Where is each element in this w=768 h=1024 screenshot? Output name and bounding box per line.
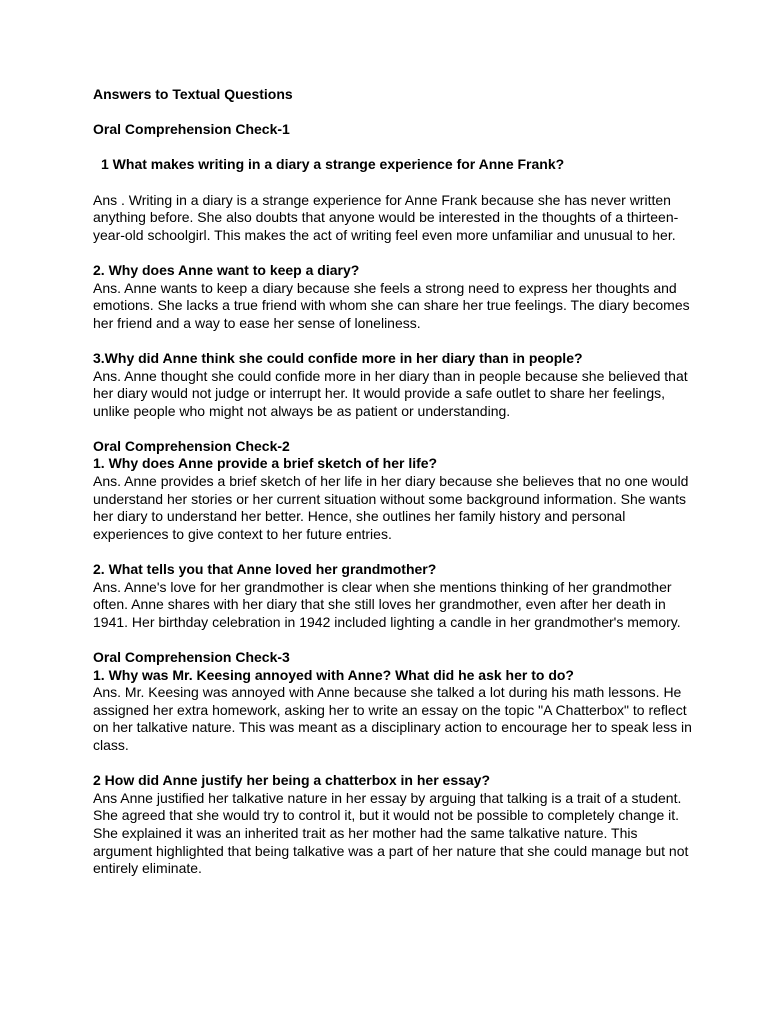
- spacer: [93, 139, 693, 157]
- section-heading-check-2: Oral Comprehension Check-2: [93, 437, 290, 454]
- spacer: [93, 543, 693, 561]
- question-1-1: 1 What makes writing in a diary a strange experience for Anne Frank?: [101, 156, 565, 173]
- question-2-2: 2. What tells you that Anne loved her grandmother?: [93, 561, 437, 578]
- question-2-1: 1. Why does Anne provide a brief sketch of her life?: [93, 455, 438, 472]
- spacer: [93, 755, 693, 773]
- spacer: [93, 332, 693, 350]
- answer-2-2: Ans. Anne's love for her grandmother is clear when she mentions thinking of her grandmother often. Anne shares with her diary that she still loves her grandmother, even after her death in 1941. Her birthday celebration in 1942 included lighting a candle in her grandmother's memory.: [93, 578, 681, 630]
- document-title: Answers to Textual Questions: [93, 86, 293, 102]
- section-heading-check-1: Oral Comprehension Check-1: [93, 121, 290, 138]
- answer-3-1: Ans. Mr. Keesing was annoyed with Anne because she talked a lot during his math lessons. He assigned her extra homework, asking her to write an essay on the topic "A Chatterbox" to reflect on her talkative nature. This was meant as a disciplinary action to encourage her to speak less in class.: [93, 684, 696, 753]
- section-heading-check-3: Oral Comprehension Check-3: [93, 649, 290, 665]
- spacer: [93, 104, 693, 122]
- question-3-2: 2 How did Anne justify her being a chatterbox in her essay?: [93, 772, 491, 789]
- question-1-2: 2. Why does Anne want to keep a diary?: [93, 261, 360, 278]
- spacer: [93, 174, 693, 192]
- answer-3-2: Ans Anne justified her talkative nature in her essay by arguing that talking is a trait of a student. She agreed that she would try to control it, but it would not be possible to completely change it. She explained it was an inherited trait as her mother had the same talkative nature. This argument highlighted that being talkative was a part of her nature that she could manage but not entirely eliminate.: [93, 789, 693, 877]
- question-3-1: 1. Why was Mr. Keesing annoyed with Anne? What did he ask her to do?: [93, 666, 574, 683]
- spacer: [93, 244, 693, 262]
- question-1-3: 3.Why did Anne think she could confide more in her diary than in people?: [93, 349, 583, 366]
- spacer: [93, 420, 693, 438]
- answer-1-3: Ans. Anne thought she could confide more in her diary than in people because she believed that her diary would not judge or interrupt her. It would provide a safe outlet to share her feelings, unlike people who might not always be as patient or understanding.: [93, 367, 692, 419]
- answer-1-1: Ans . Writing in a diary is a strange experience for Anne Frank because she has never written anything before. She also doubts that anyone would be interested in the thoughts of a thirteen-year-old schoolgirl. This makes the act of writing feel even more unfamiliar and unusual to her.: [93, 191, 679, 243]
- spacer: [93, 631, 693, 649]
- document-page: [93, 86, 696, 878]
- answer-2-1: Ans. Anne provides a brief sketch of her life in her diary because she believes that no one would understand her stories or her current situation without some background information. She wants her diary to understand her better. Hence, she outlines her family history and personal experiences to give context to her future entries.: [93, 473, 693, 542]
- answer-1-2: Ans. Anne wants to keep a diary because she feels a strong need to express her thoughts and emotions. She lacks a true friend with whom she can share her true feelings. The diary becomes her friend and a way to ease her sense of loneliness.: [93, 279, 694, 331]
